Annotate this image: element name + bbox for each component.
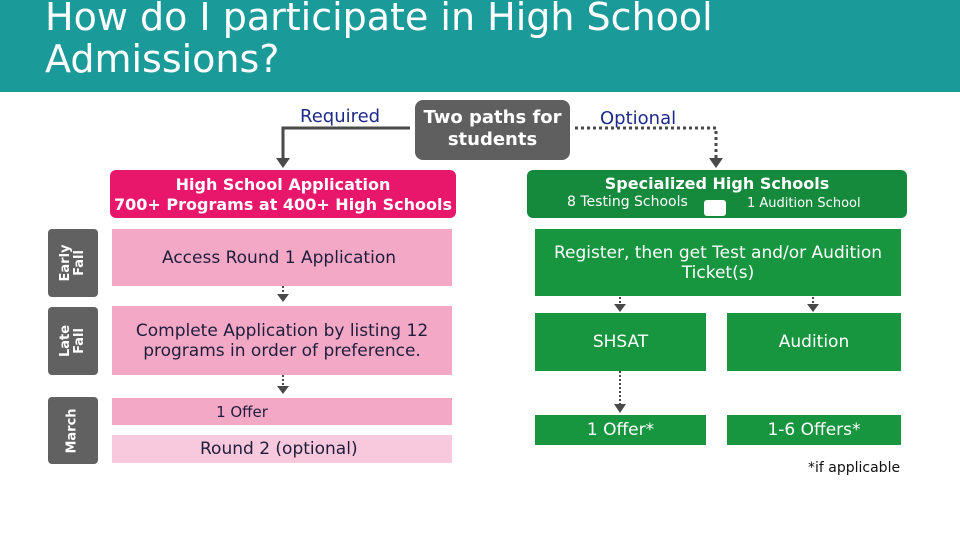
- audition-box: Audition: [727, 313, 901, 371]
- round2-step: Round 2 (optional): [112, 435, 452, 463]
- timeline-late-fall: [48, 307, 98, 375]
- divider-marker: [704, 200, 726, 216]
- page-title: How do I participate in High School Admissions?: [45, 0, 713, 81]
- footnote: *if applicable: [808, 460, 901, 476]
- two-paths-box: Two paths for students: [415, 100, 570, 160]
- shsat-offer-box: 1 Offer*: [535, 415, 706, 445]
- application-title: High School Application: [175, 175, 391, 194]
- application-subtitle: 700+ Programs at 400+ High Schools: [114, 195, 452, 214]
- timeline-march: [48, 397, 98, 464]
- optional-label: Optional: [600, 108, 677, 129]
- shsat-box: SHSAT: [535, 313, 706, 371]
- late-fall-text: Late Fall: [58, 324, 87, 358]
- complete-application-step: Complete Application by listing 12 programs in order of preference.: [112, 306, 452, 375]
- specialized-title: Specialized High Schools: [604, 174, 830, 193]
- register-step: Register, then get Test and/or Audition Ticket(s): [535, 229, 901, 296]
- access-round1-step: Access Round 1 Application: [112, 229, 452, 286]
- testing-schools-label: 8 Testing Schools: [567, 194, 688, 210]
- required-label: Required: [300, 106, 381, 127]
- timeline-early-fall: [48, 229, 98, 297]
- high-school-application-header: [110, 170, 456, 218]
- early-fall-text: Early Fall: [58, 244, 87, 282]
- audition-school-label: 1 Audition School: [747, 196, 861, 211]
- offer-step: 1 Offer: [112, 398, 452, 425]
- audition-offers-box: 1-6 Offers*: [727, 415, 901, 445]
- march-text: March: [65, 407, 80, 454]
